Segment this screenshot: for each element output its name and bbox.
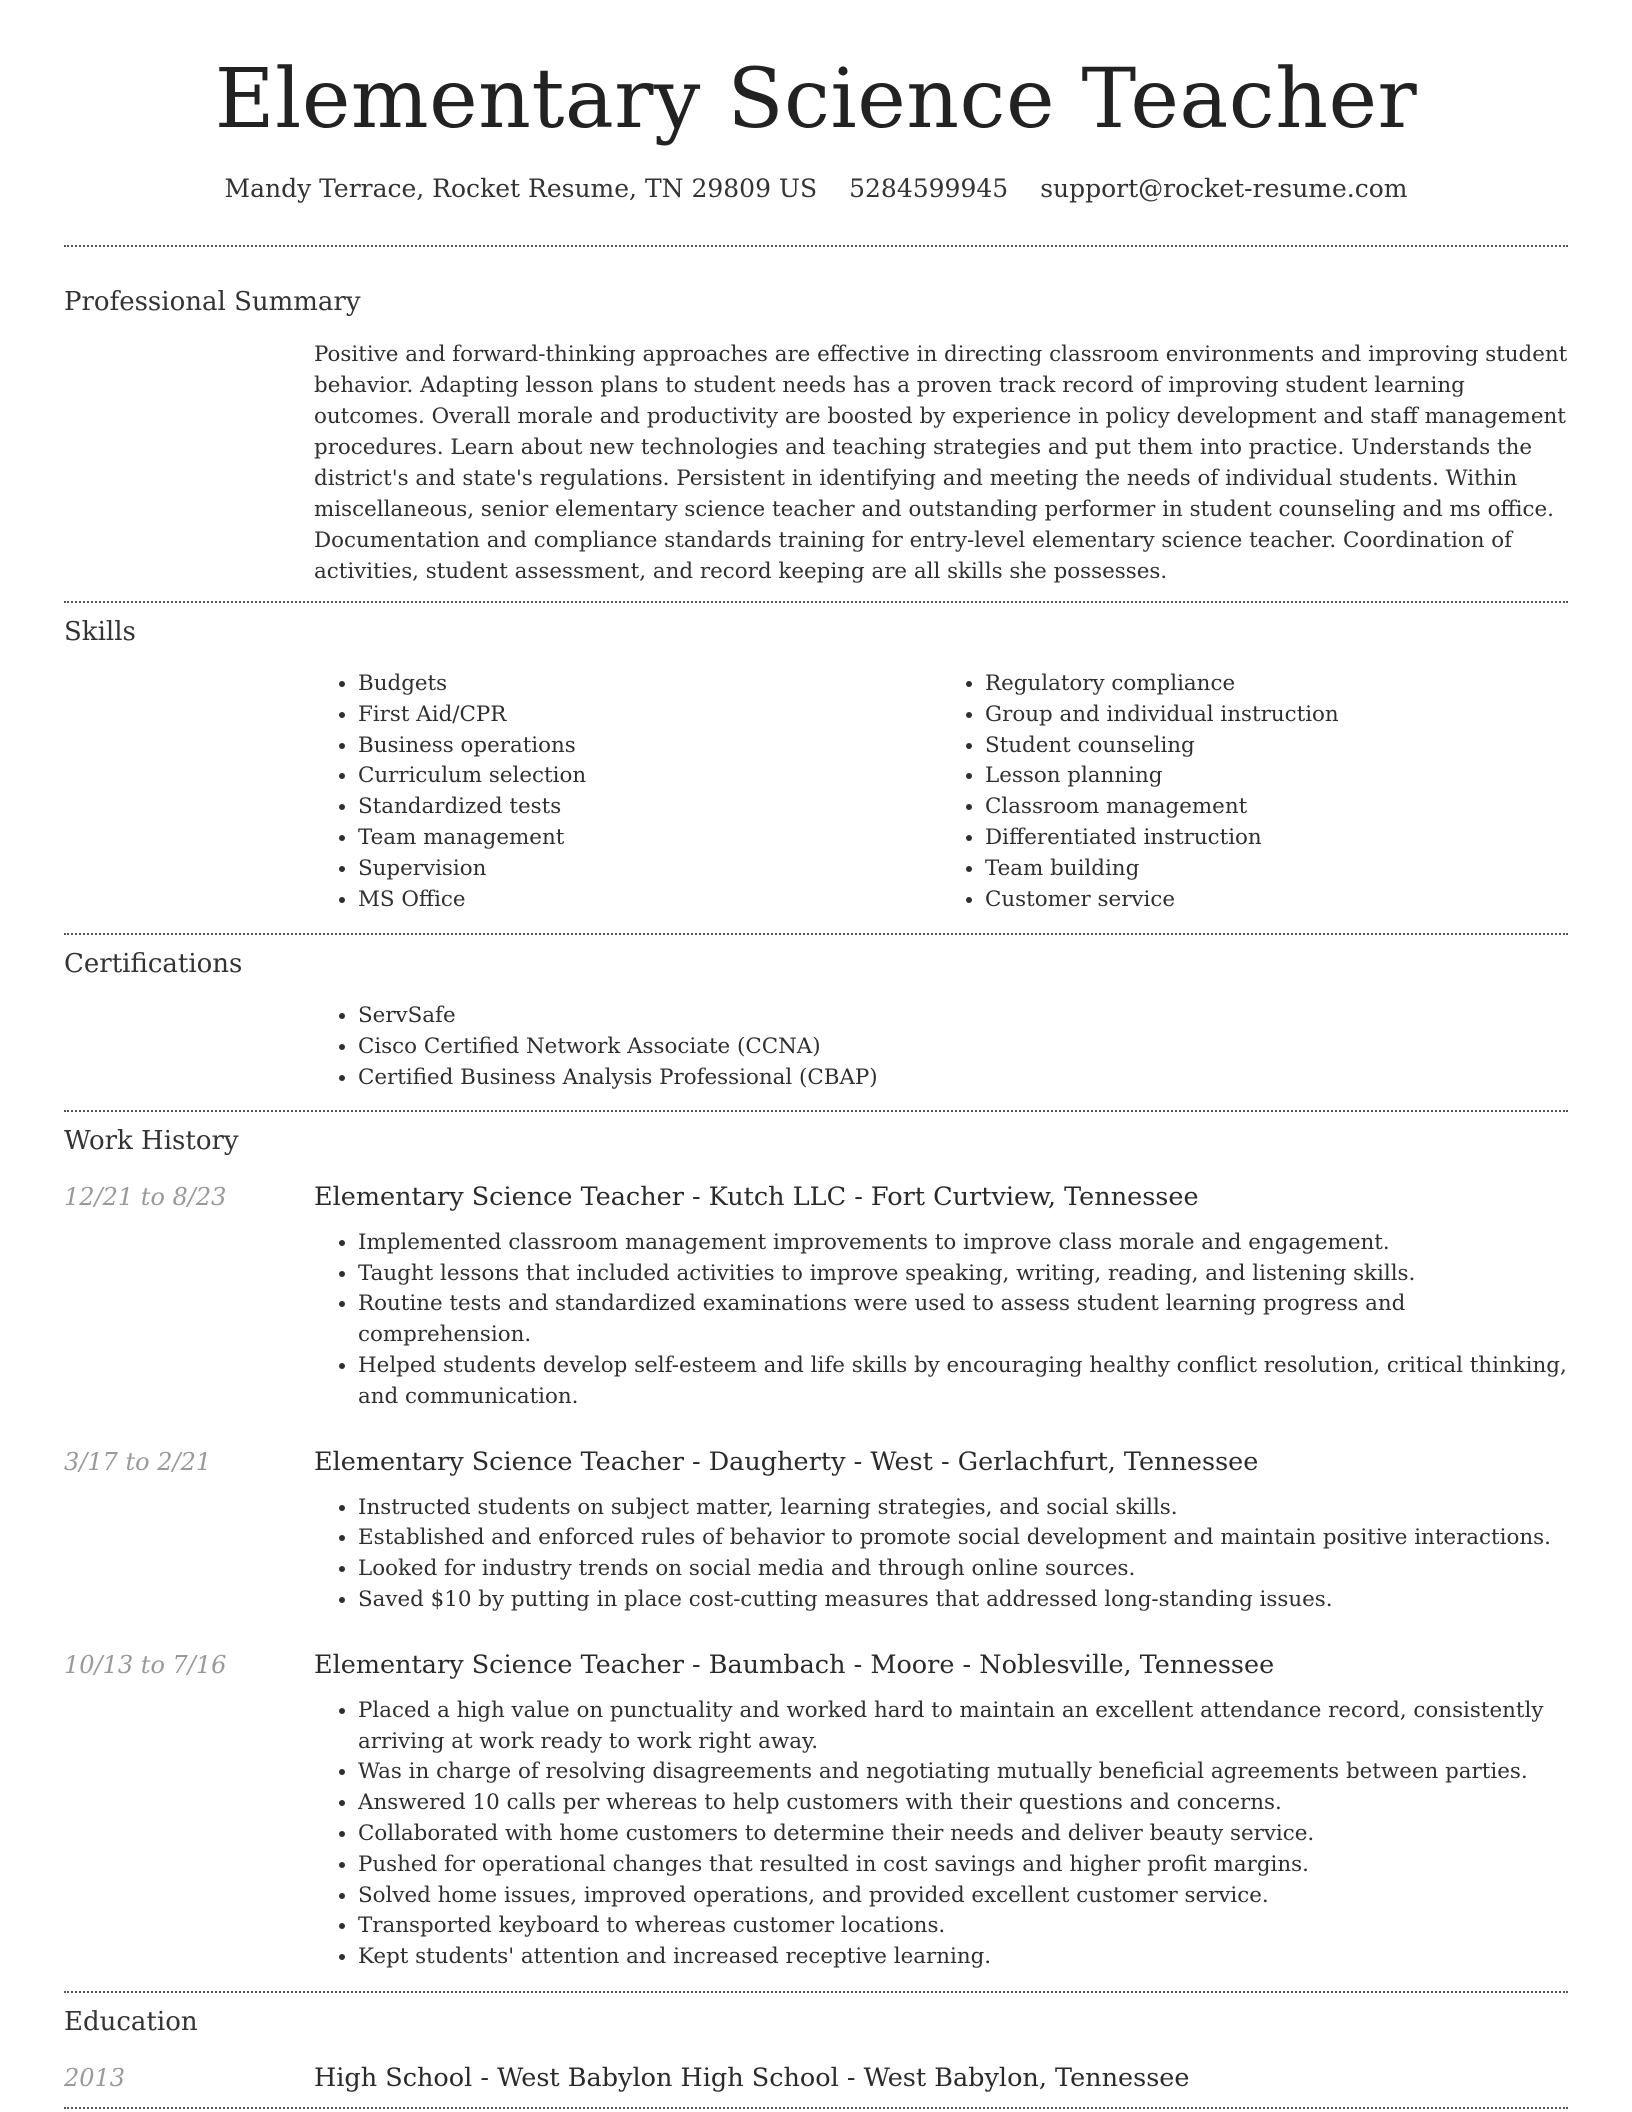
section-title-certifications: Certifications xyxy=(64,949,243,980)
job-title: Elementary Science Teacher - Kutch LLC - Fort Curtview, Tennessee xyxy=(314,1181,1199,1212)
resume-name: Elementary Science Teacher xyxy=(214,52,1418,147)
job-bullet: • Routine tests and standardized examinations were used to assess student learning progress and comprehension. xyxy=(358,1289,1568,1351)
job-bullet: • Was in charge of resolving disagreements and negotiating mutually beneficial agreements between parties. xyxy=(358,1757,1568,1788)
section-title-summary: Professional Summary xyxy=(64,287,361,317)
skill-item: • Standardized tests xyxy=(358,792,941,823)
contact-email: support@rocket-resume.com xyxy=(1040,174,1408,203)
certification-item: • Cisco Certified Network Associate (CCNA) xyxy=(358,1032,1568,1063)
education-title: High School - West Babylon High School - West Babylon, Tennessee xyxy=(314,2062,1190,2093)
skill-item: • First Aid/CPR xyxy=(358,700,941,731)
resume-header xyxy=(0,0,1632,203)
skills-list-left xyxy=(314,669,941,915)
job-date: 10/13 to 7/16 xyxy=(64,1650,227,1679)
job-bullet: • Helped students develop self-esteem and life skills by encouraging healthy conflict resolution, critical thinking, and communication. xyxy=(358,1351,1568,1413)
section-title-education: Education xyxy=(64,2006,198,2037)
job-title: Elementary Science Teacher - Daugherty - West - Gerlachfurt, Tennessee xyxy=(314,1446,1259,1477)
education-section xyxy=(0,1993,1632,2107)
job-bullet: • Pushed for operational changes that resulted in cost savings and higher profit margins. xyxy=(358,1850,1568,1881)
skill-item: • Lesson planning xyxy=(985,761,1568,792)
job-bullet: • Transported keyboard to whereas customer locations. xyxy=(358,1911,1568,1942)
job-entry xyxy=(64,1650,1568,1680)
section-title-skills: Skills xyxy=(64,617,136,647)
skill-item: • Customer service xyxy=(985,885,1568,916)
contact-phone: 5284599945 xyxy=(849,174,1009,203)
job-bullet: • Answered 10 calls per whereas to help customers with their questions and concerns. xyxy=(358,1788,1568,1819)
skills-list-right xyxy=(941,669,1568,915)
skill-item: • Team building xyxy=(985,854,1568,885)
section-title-work-history: Work History xyxy=(64,1125,239,1156)
skill-item: • Student counseling xyxy=(985,731,1568,762)
job-bullet: • Solved home issues, improved operations, and provided excellent customer service. xyxy=(358,1881,1568,1912)
skill-item: • Curriculum selection xyxy=(358,761,941,792)
job-title: Elementary Science Teacher - Baumbach - Moore - Noblesville, Tennessee xyxy=(314,1649,1275,1680)
skill-item: • Team management xyxy=(358,823,941,854)
skill-item: • Budgets xyxy=(358,669,941,700)
job-bullets xyxy=(314,1228,1568,1413)
job-date: 12/21 to 8/23 xyxy=(64,1182,227,1211)
skill-item: • Regulatory compliance xyxy=(985,669,1568,700)
divider xyxy=(64,2107,1568,2109)
job-bullet: • Saved $10 by putting in place cost-cutting measures that addressed long-standing issues. xyxy=(358,1585,1568,1616)
certification-item: • Certified Business Analysis Professional (CBAP) xyxy=(358,1063,1568,1094)
job-bullets xyxy=(314,1696,1568,1973)
job-bullet: • Collaborated with home customers to determine their needs and deliver beauty service. xyxy=(358,1819,1568,1850)
job-bullet: • Looked for industry trends on social media and through online sources. xyxy=(358,1554,1568,1585)
education-date: 2013 xyxy=(64,2063,126,2092)
summary-text: Positive and forward-thinking approaches are effective in directing classroom environments and improving student behavior. Adapting lesson plans to student needs has a proven track record of improving student learning outcomes. Overall morale and productivity are boosted by experience in policy development and staff management procedures. Learn about new technologies and teaching strategies and put them into practice. Understands the district's and state's regulations. Persistent in identifying and meeting the needs of individual students. Within miscellaneous, senior elementary science teacher and outstanding performer in student counseling and ms office. Documentation and compliance standards training for entry-level elementary science teacher. Coordination of activities, student assessment, and record keeping are all skills she possesses. xyxy=(314,342,1568,584)
skill-item: • Business operations xyxy=(358,731,941,762)
job-bullet: • Kept students' attention and increased receptive learning. xyxy=(358,1942,1568,1973)
job-bullet: • Placed a high value on punctuality and worked hard to maintain an excellent attendance record, consistently arriving at work ready to work right away. xyxy=(358,1696,1568,1758)
skill-item: • Supervision xyxy=(358,854,941,885)
certifications-section xyxy=(0,935,1632,1109)
job-entry xyxy=(64,1182,1568,1212)
education-entry xyxy=(64,2063,1568,2093)
skills-section xyxy=(0,603,1632,933)
skill-item: • MS Office xyxy=(358,885,941,916)
certifications-list xyxy=(314,1001,1568,1093)
job-bullet: • Established and enforced rules of behavior to promote social development and maintain positive interactions. xyxy=(358,1523,1568,1554)
job-date: 3/17 to 2/21 xyxy=(64,1447,212,1476)
skill-item: • Group and individual instruction xyxy=(985,700,1568,731)
summary-section xyxy=(0,247,1632,601)
job-bullet: • Taught lessons that included activities to improve speaking, writing, reading, and listening skills. xyxy=(358,1259,1568,1290)
contact-line xyxy=(0,174,1632,203)
contact-address: Mandy Terrace, Rocket Resume, TN 29809 US xyxy=(224,174,818,203)
skill-item: • Classroom management xyxy=(985,792,1568,823)
job-bullet: • Instructed students on subject matter, learning strategies, and social skills. xyxy=(358,1493,1568,1524)
skill-item: • Differentiated instruction xyxy=(985,823,1568,854)
job-bullet: • Implemented classroom management improvements to improve class morale and engagement. xyxy=(358,1228,1568,1259)
job-bullets xyxy=(314,1493,1568,1616)
certification-item: • ServSafe xyxy=(358,1001,1568,1032)
work-history-section xyxy=(0,1112,1632,1991)
job-entry xyxy=(64,1447,1568,1477)
